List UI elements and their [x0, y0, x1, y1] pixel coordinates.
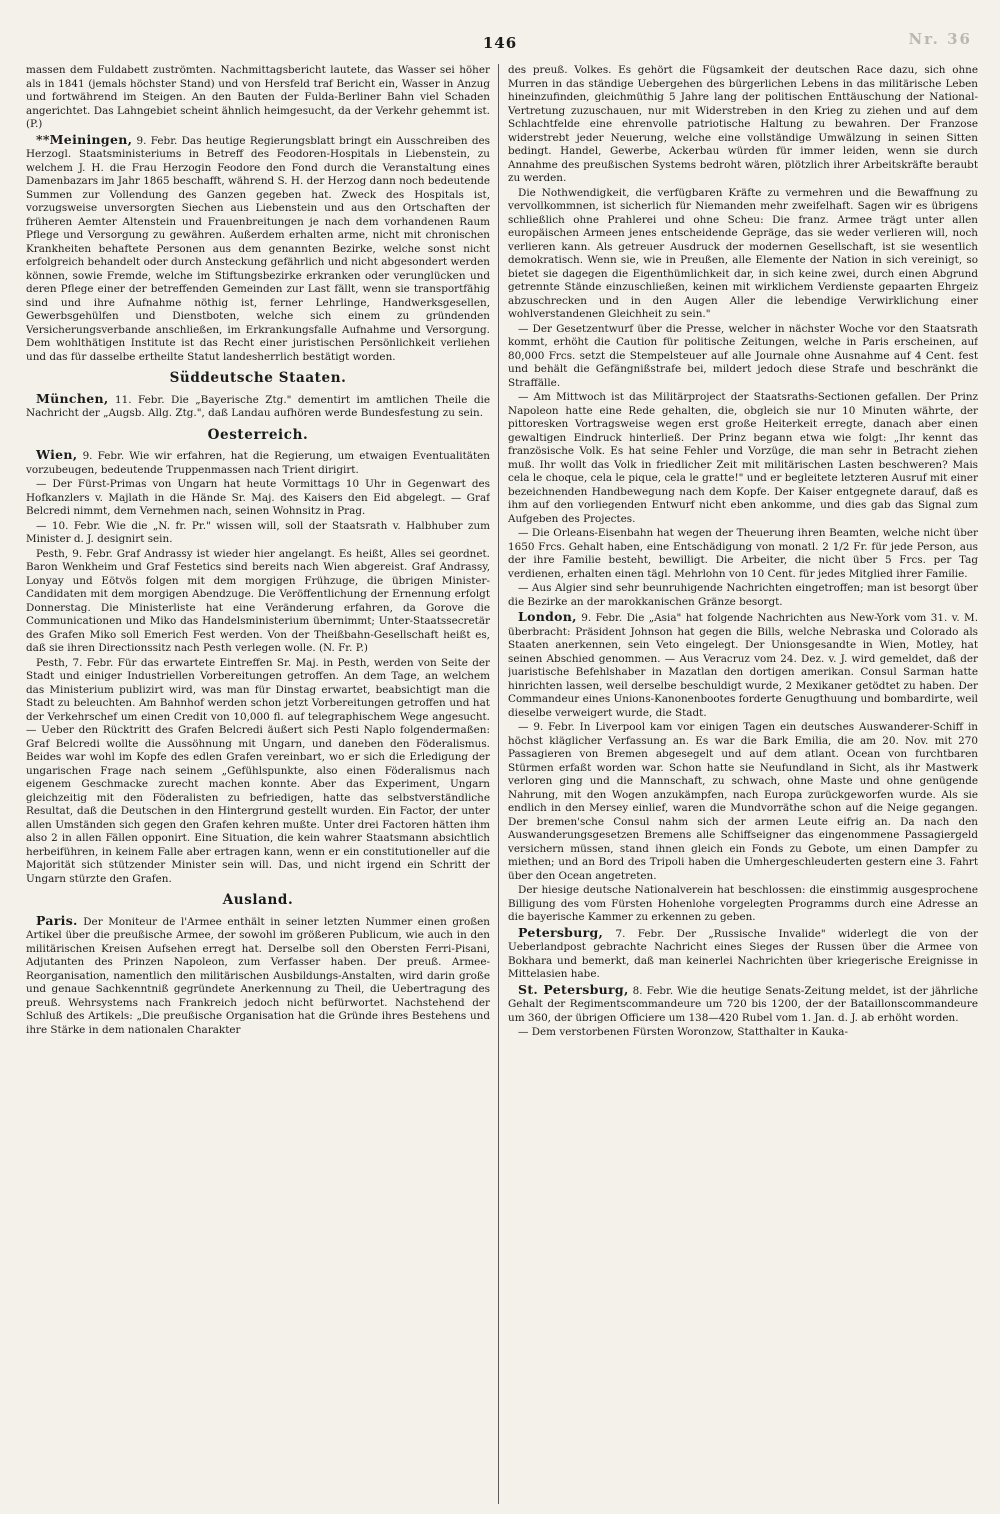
article-text: 7. Febr. Der „Russische Invalide" widerlegt die von der Ueberlandpost gebrachte Nachricht eines Sieges der Russen über die Armee von Bokhara und bemerkt, daß man keinerlei Nachrichten über kriegerische Ereignisse in Mittelasien habe.: [508, 927, 978, 980]
article-paris: [26, 914, 490, 1038]
page-number: 146: [482, 34, 518, 52]
article-st-petersburg: [508, 983, 978, 1026]
dateline-place: St. Petersburg,: [518, 981, 629, 997]
section-heading: Süddeutsche Staaten.: [169, 370, 347, 386]
article-text: 11. Febr. Die „Bayerische Ztg." dementirt im amtlichen Theile die Nachricht der „Augsb. Allg. Ztg.", daß Landau aufhören werde Bundesfestung zu sein.: [26, 393, 490, 419]
article-wien: [26, 448, 490, 477]
dateline-place: Wien,: [36, 447, 78, 462]
article-text: 8. Febr. Wie die heutige Senats-Zeitung meldet, ist der jährliche Gehalt der Regimentscommandeure um 720 bis 1200, der der Bataillonscommandeure um 360, der übrigen Officiere um 138—420 Rubel vom 1. Jan. d. J. ab erhöht worden.: [508, 984, 978, 1024]
article-petersburg: [508, 926, 978, 982]
article-paragraph: Pesth, 7. Febr. Für das erwartete Eintreffen Sr. Maj. in Pesth, werden von Seite der Stadt und einiger Industriellen Vorbereitungen getroffen. An dem Tage, an welchem das Ministerium publizirt wird, was man für Dinstag erwartet, beabsichtigt man die Stadt zu beleuchten. Am Bahnhof werden schon jetzt Vorbereitungen getroffen und hat der Verkehrschef um einen Credit von 10,000 fl. auf telegraphischem Wege angesucht. — Ueber den Rücktritt des Grafen Belcredi äußert sich Pesti Naplo folgendermaßen: Graf Belcredi wollte die Aussöhnung mit Ungarn, und daneben den Föderalismus. Beides war wohl im Kopfe des edlen Grafen vereinbart, wo er sich die Erledigung der ungarischen Frage nach seinem „Gefühlspunkte, also einen Föderalismus nach eigenem Geschmacke zurecht machen konnte. Aber das Experiment, Ungarn gleichzeitig mit den Föderalisten zu befriedigen, hatte das selbstverständliche Resultat, daß die Deutschen in den Hintergrund gestellt wurden. Ein Factor, der unter allen Umständen sich gegen den Grafen kehren mußte. Unter drei Factoren hätten ihm also 2 in allen Fällen opponirt. Eine Situation, die kein wahrer Staatsmann absichtlich herbeiführen, in keinem Falle aber ertragen kann, wenn er ein constitutioneller auf die Majorität sich stützender Minister sein will. Das, und nicht irgend ein Schritt der Ungarn stürzte den Grafen.: [26, 656, 490, 885]
right-column: [508, 64, 978, 1500]
article-paragraph: Die Nothwendigkeit, die verfügbaren Kräfte zu vermehren und die Bewaffnung zu vervollkommnen, ist sicherlich für Niemanden mehr zweifelhaft. Sagen wir es übrigens schließlich ohne Prahlerei und ohne Scheu: Die franz. Armee trägt unter allen europäischen Armeen jenes entscheidende Gepräge, das sie weder verlieren will, noch verlieren kann. Als getreuer Ausdruck der modernen Gesellschaft, ist sie wesentlich demokratisch. Wenn sie, wie in Preußen, alle Elemente der Nation in sich vereinigt, so bietet sie dagegen die Eigenthümlichkeit dar, in sich keine zwei, durch einen Abgrund getrennte Stände einzuschließen, keinen mit wirklichem Verdienste gepaarten Ehrgeiz abzuschrecken und in den Augen Aller die lebendige Verwirklichung einer wohlverstandenen Gleichheit zu sein.": [508, 186, 978, 320]
article-paragraph: des preuß. Volkes. Es gehört die Fügsamkeit der deutschen Race dazu, sich ohne Murren in das ständige Uebergehen des bürgerlichen Lebens in das militärische Leben hineinzufinden, gleichmüthig 5 Jahre lang der politischen Enttäuschung der National-Vertretung zuzuschauen, nur mit Widerstreben in den Krieg zu ziehen und auf dem Schlachtfelde eine ehrenvolle patriotische Haltung zu bewahren. Der Franzose widerstrebt jeder Neuerung, welche eine vollständige Umwälzung in seinen Sitten bedingt. Handel, Gewerbe, Ackerbau würden für immer leiden, wenn sie durch Annahme des preußischen Systems bedroht wären, plötzlich ihrer Arbeitskräfte beraubt zu werden.: [508, 64, 978, 184]
article-text: Der Moniteur de l'Armee enthält in seiner letzten Nummer einen großen Artikel über die preußische Armee, der sowohl im größeren Publicum, wie auch in den militärischen Kreisen Aufsehen erregt hat. Derselbe soll den Obersten Ferri-Pisani, Adjutanten des Prinzen Napoleon, zum Verfasser haben. Der preuß. Armee-Reorganisation, namentlich den militärischen Ausbildungs-Anstalten, wird darin große und genaue Sachkenntniß gegründete Anerkennung zu Theil, die Uebertragung des preuß. Wehrsystems nach Frankreich jedoch nicht befürwortet. Nachstehend der Schluß des Artikels: „Die preußische Organisation hat die Gründe ihres Bestehens und ihre Stärke in dem nationalen Charakter: [26, 915, 490, 1036]
article-paragraph: Pesth, 9. Febr. Graf Andrassy ist wieder hier angelangt. Es heißt, Alles sei geordnet. Baron Wenkheim und Graf Festetics sind bereits nach Wien abgereist. Graf Andrassy, Lonyay und Eötvös folgen mit dem morgigen Frühzuge, die übrigen Minister-Candidaten mit dem morgigen Abendzuge. Die Veröffentlichung der Ernennung erfolgt Donnerstag. Die Ministerliste hat eine Veränderung erfahren, da Gorove die Communicationen und Miko das Handelsministerium übernimmt; Unter-Staatssecretär des Grafen Miko soll Emerich Fest werden. Von der Theißbahn-Gesellschaft heißt es, daß sie ihren Directionssitz nach Pesth verlegen wolle. (N. Fr. P.): [26, 547, 490, 654]
dateline-place: London,: [518, 609, 577, 624]
dateline-place: Petersburg,: [518, 924, 604, 940]
article-meiningen: [26, 133, 490, 365]
article-paragraph: — 10. Febr. Wie die „N. fr. Pr." wissen will, soll der Staatsrath v. Halbhuber zum Minister d. J. designirt sein.: [26, 519, 490, 545]
article-paragraph: — Aus Algier sind sehr beunruhigende Nachrichten eingetroffen; man ist besorgt über die Bezirke an der marokkanischen Gränze besorgt.: [508, 582, 978, 608]
dateline-place: München,: [36, 390, 109, 406]
bleed-through-header: Nr. 36: [908, 30, 972, 48]
section-heading: Oesterreich.: [207, 426, 309, 443]
article-paragraph: — Am Mittwoch ist das Militärproject der Staatsraths-Sectionen gefallen. Der Prinz Napoleon hatte eine Rede gehalten, die, obgleich sie nur 10 Minuten währte, der pittoresken Vortragsweise wegen erst große Heiterkeit erregte, danach aber einen gewaltigen Eindruck hinterließ. Der Prinz begann etwa wie folgt: „Ihr kennt das französische Volk. Es hat seine Fehler und Vorzüge, die man sehr in Betracht ziehen muß. Ihr wollt das Volk in friedlicher Zeit mit militärischen Lasten beschweren? Mais cela le choque, cela le pique, cela le gratte!" und er begleitete letzteren Ausruf mit einer bezeichnenden Handbewegung nach dem Kopfe. Der Kaiser entgegnete darauf, daß es ihm auf den vorliegenden Entwurf nicht eben ankomme, und dies gab das Signal zum Aufgeben des Projectes.: [508, 391, 978, 525]
article-text: 9. Febr. Das heutige Regierungsblatt bringt ein Ausschreiben des Herzogl. Staatsministeriums in Betreff des Feodoren-Hospitals in Liebenstein, zu welchem J. H. die Frau Herzogin Feodore den Fond durch die Veranstaltung eines Damenbazars im Jahr 1865 beschafft, während S. H. der Herzog dann noch bedeutende Summen zur Vollendung des Ganzen gegeben hat. Zweck des Hospitals ist, vorzugsweise unversorgten Siechen aus Liebenstein und aus den Ortschaften der früheren Aemter Altenstein und Frauenbreitungen je nach dem vorhandenen Raum Pflege und Versorgung zu gewähren. Außerdem erhalten arme, nicht mit chronischen Krankheiten behaftete Personen aus dem genannten Bezirke, welche sonst nicht erfolgreich behandelt oder durch Ansteckung gefährlich und nicht abgesondert werden können, sowie Fremde, welche im Stiftungsbezirke erkranken oder verunglücken und deren Pflege einer der betreffenden Gemeinden zur Last fällt, wenn sie transportfähig sind und ihre Aufnahme nöthig ist, ferner Lehrlinge, Handwerksgesellen, Gewerbsgehülfen und Dienstboten, welche sich einem zu gründenden Versicherungsverbande anschließen, im Erkrankungsfalle Aufnahme und Versorgung. Dem wohlthätigen Institute ist das Recht einer juristischen Persönlichkeit verliehen und das für dasselbe ertheilte Statut landesherrlich bestätigt worden.: [26, 134, 490, 363]
article-text: 9. Febr. Wie wir erfahren, hat die Regierung, um etwaigen Eventualitäten vorzubeugen, bedeutende Truppenmassen nach Trient dirigirt.: [26, 450, 490, 476]
article-paragraph: — Dem verstorbenen Fürsten Woronzow, Statthalter in Kauka-: [518, 1026, 848, 1038]
article-paragraph: — Der Fürst-Primas von Ungarn hat heute Vormittags 10 Uhr in Gegenwart des Hofkanzlers v. Majlath in die Hände Sr. Maj. des Kaisers den Eid abgelegt. — Graf Belcredi nimmt, dem Vernehmen nach, seinen Wohnsitz in Prag.: [26, 478, 490, 517]
article-london: [508, 610, 978, 720]
article-paragraph: Der hiesige deutsche Nationalverein hat beschlossen: die einstimmig ausgesprochene Billigung des vom Fürsten Hohenlohe vorgelegten Programms durch eine Adresse an die bayerische Kammer zu erkennen zu geben.: [508, 884, 978, 923]
article-paragraph: massen dem Fuldabett zuströmten. Nachmittagsbericht lautete, das Wasser sei höher als in 1841 (jemals höchster Stand) und von Hersfeld traf Bericht ein, Wasser in Anzug und fortwährend im Steigen. An den Bauten der Fulda-Berliner Bahn viel Schaden angerichtet. Das Lahngebiet scheint ähnlich heimgesucht, da der Verkehr gehemmt ist. (P.): [26, 64, 490, 130]
article-paragraph: — Der Gesetzentwurf über die Presse, welcher in nächster Woche vor den Staatsrath kommt, erhöht die Caution für politische Zeitungen, welche in Paris erscheinen, auf 80,000 Frcs. setzt die Stempelsteuer auf alle Journale ohne Ausnahme auf 4 Cent. fest und behält die Gefängnißstrafe bei, mildert jedoch diese Strafe und beschränkt die Straffälle.: [508, 322, 978, 389]
article-paragraph: — Die Orleans-Eisenbahn hat wegen der Theuerung ihren Beamten, welche nicht über 1650 Frcs. Gehalt haben, eine Entschädigung von monatl. 2 1/2 Fr. für jede Person, aus der ihre Familie besteht, bewilligt. Die Arbeiter, die nicht über 5 Frcs. per Tag verdienen, erhalten einen tägl. Mehrlohn von 10 Cent. für jedes Mitglied ihrer Familie.: [508, 527, 978, 580]
article-muenchen: [26, 392, 490, 421]
article-paragraph: — 9. Febr. In Liverpool kam vor einigen Tagen ein deutsches Auswanderer-Schiff in höchst kläglicher Verfassung an. Es war die Bark Emilia, die am 20. Nov. mit 270 Passagieren von Bremen abgesegelt und auf dem atlant. Ocean von furchtbaren Stürmen erfaßt worden war. Schon hatte sie Neufundland in Sicht, als ihr Mastwerk verloren ging und die Mannschaft, zu schwach, ohne Maste und ohne genügende Nahrung, mit den Wogen anzukämpfen, nach Europa zurückgeworfen wurde. Als sie endlich in den Mersey einlief, waren die Mundvorräthe schon auf die Neige gegangen. Der bremen'sche Consul nahm sich der armen Leute eifrig an. Da nach den Auswanderungsgesetzen Bremens alle Schiffseigner das eingenommene Passagiergeld versichern müssen, stand ihnen gleich ein Fonds zu Gebote, um einen Dampfer zu miethen; und an Bord des Tripoli haben die Umhergeschleuderten gestern eine 3. Fahrt über den Ocean angetreten.: [508, 721, 978, 882]
left-column: [26, 64, 490, 1500]
article-text: 9. Febr. Die „Asia" hat folgende Nachrichten aus New-York vom 31. v. M. überbracht: Präsident Johnson hat gegen die Bills, welche Nebraska und Colorado als Staaten anerkennen, sein Veto eingelegt. Der Unionsgesandte in Wien, Motley, hat seinen Abschied genommen. — Aus Veracruz vom 24. Dez. v. J. wird gemeldet, daß der juaristische Befehlshaber in Mazatlan den dortigen amerikan. Consul Sarman hatte hinrichten lassen, weil derselbe beschuldigt wurde, 2 Mexikaner getödtet zu haben. Der Commandeur eines Unions-Kanonenbootes forderte Genugthuung und bombardirte, weil dieselbe verweigert wurde, die Stadt.: [508, 612, 978, 719]
dateline-place: **Meiningen,: [36, 131, 133, 147]
section-heading: Ausland.: [222, 892, 294, 908]
dateline-place: Paris.: [36, 912, 78, 928]
column-divider: [498, 64, 499, 1504]
